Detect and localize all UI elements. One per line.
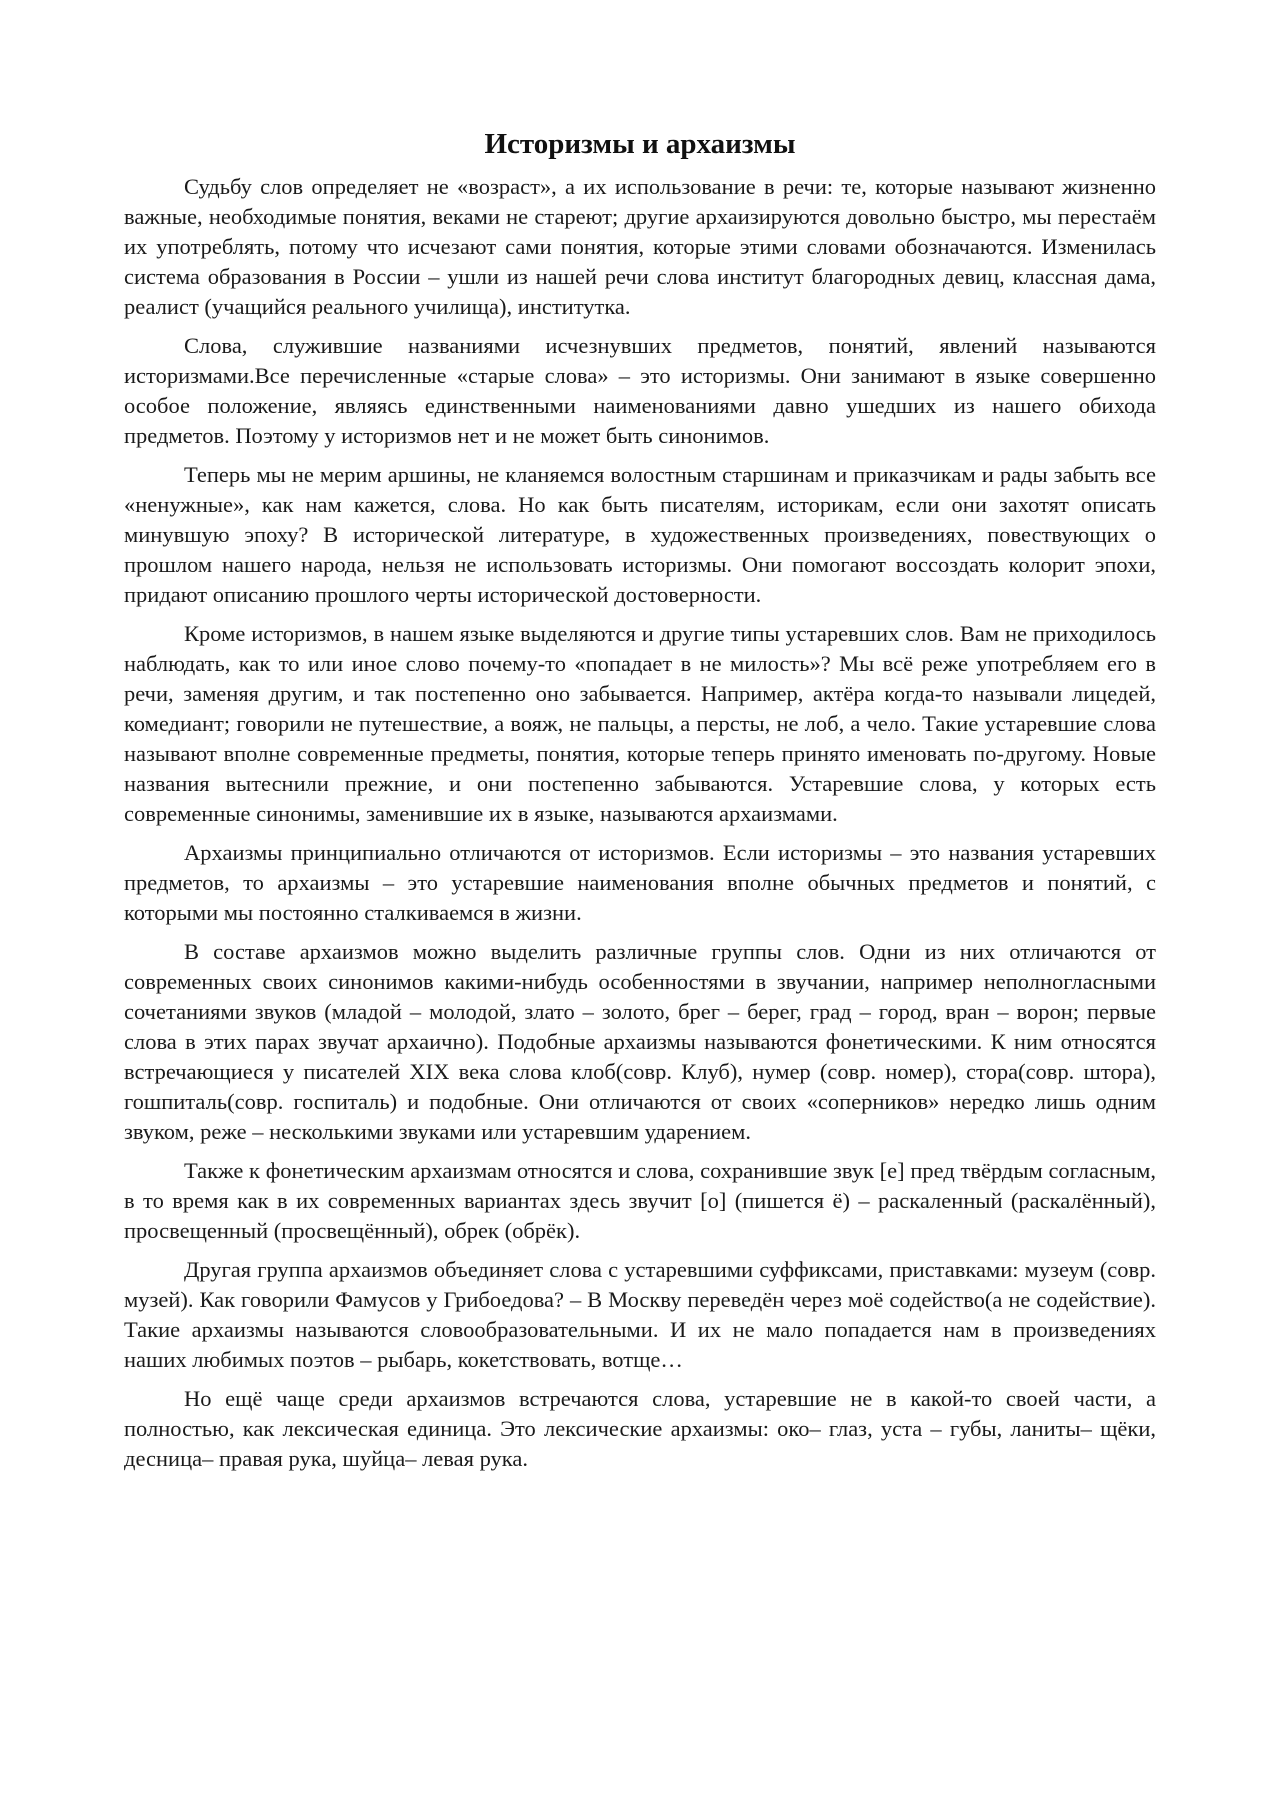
paragraph-1: Судьбу слов определяет не «возраст», а их использование в речи: те, которые называют жизненно важные, необходимые понятия, веками не стареют; другие архаизируются довольно быстро, мы перестаём их употреблять, потому что исчезают сами понятия, которые этими словами обозначаются. Изменилась система образования в России – ушли из нашей речи слова институт благородных девиц, классная дама, реалист (учащийся реального училища), институтка. xyxy=(124,174,1156,319)
paragraph-8: Другая группа архаизмов объединяет слова с устаревшими суффиксами, приставками: музеум (совр. музей). Как говорили Фамусов у Грибоедова? – В Москву переведён через моё содейство(а не содействие). Такие архаизмы называются словообразовательными. И их не мало попадается нам в произведениях наших любимых поэтов – рыбарь, кокетствовать, вотще… xyxy=(124,1257,1156,1372)
paragraph-9: Но ещё чаще среди архаизмов встречаются слова, устаревшие не в какой-то своей части, а полностью, как лексическая единица. Это лексические архаизмы: око– глаз, уста – губы, ланиты– щёки, десница– правая рука, шуйца– левая рука. xyxy=(124,1386,1156,1471)
paragraph-4: Кроме историзмов, в нашем языке выделяются и другие типы устаревших слов. Вам не приходилось наблюдать, как то или иное слово почему-то «попадает в не милость»? Мы всё реже употребляем его в речи, заменяя другим, и так постепенно оно забывается. Например, актёра когда-то называли лицедей, комедиант; говорили не путешествие, а вояж, не пальцы, а персты, не лоб, а чело. Такие устаревшие слова называют вполне современные предметы, понятия, которые теперь принято именовать по-другому. Новые названия вытеснили прежние, и они постепенно забываются. Устаревшие слова, у которых есть современные синонимы, заменившие их в языке, называются архаизмами. xyxy=(124,621,1156,826)
paragraph-6: В составе архаизмов можно выделить различные группы слов. Одни из них отличаются от современных своих синонимов какими-нибудь особенностями в звучании, например неполногласными сочетаниями звуков (младой – молодой, злато – золото, брег – берег, град – город, вран – ворон; первые слова в этих парах звучат архаично). Подобные архаизмы называются фонетическими. К ним относятся встречающиеся у писателей XIX века слова клоб(совр. Клуб), нумер (совр. номер), стора(совр. штора), гошпиталь(совр. госпиталь) и подобные. Они отличаются от своих «соперников» нередко лишь одним звуком, реже – несколькими звуками или устаревшим ударением. xyxy=(124,939,1156,1144)
paragraph-5: Архаизмы принципиально отличаются от историзмов. Если историзмы – это названия устаревших предметов, то архаизмы – это устаревшие наименования вполне обычных предметов и понятий, с которыми мы постоянно сталкиваемся в жизни. xyxy=(124,840,1156,925)
paragraph-7: Также к фонетическим архаизмам относятся и слова, сохранившие звук [е] пред твёрдым согласным, в то время как в их современных вариантах здесь звучит [о] (пишется ё) – раскаленный (раскалённый), просвещенный (просвещённый), обрек (обрёк). xyxy=(124,1158,1156,1243)
page-title: Историзмы и архаизмы xyxy=(484,128,796,160)
paragraph-2: Слова, служившие названиями исчезнувших предметов, понятий, явлений называются историзмами.Все перечисленные «старые слова» – это историзмы. Они занимают в языке совершенно особое положение, являясь единственными наименованиями давно ушедших из нашего обихода предметов. Поэтому у историзмов нет и не может быть синонимов. xyxy=(124,333,1156,448)
document-page xyxy=(124,124,1156,1483)
paragraph-3: Теперь мы не мерим аршины, не кланяемся волостным старшинам и приказчикам и рады забыть все «ненужные», как нам кажется, слова. Но как быть писателям, историкам, если они захотят описать минувшую эпоху? В исторической литературе, в художественных произведениях, повествующих о прошлом нашего народа, нельзя не использовать историзмы. Они помогают воссоздать колорит эпохи, придают описанию прошлого черты исторической достоверности. xyxy=(124,462,1156,607)
